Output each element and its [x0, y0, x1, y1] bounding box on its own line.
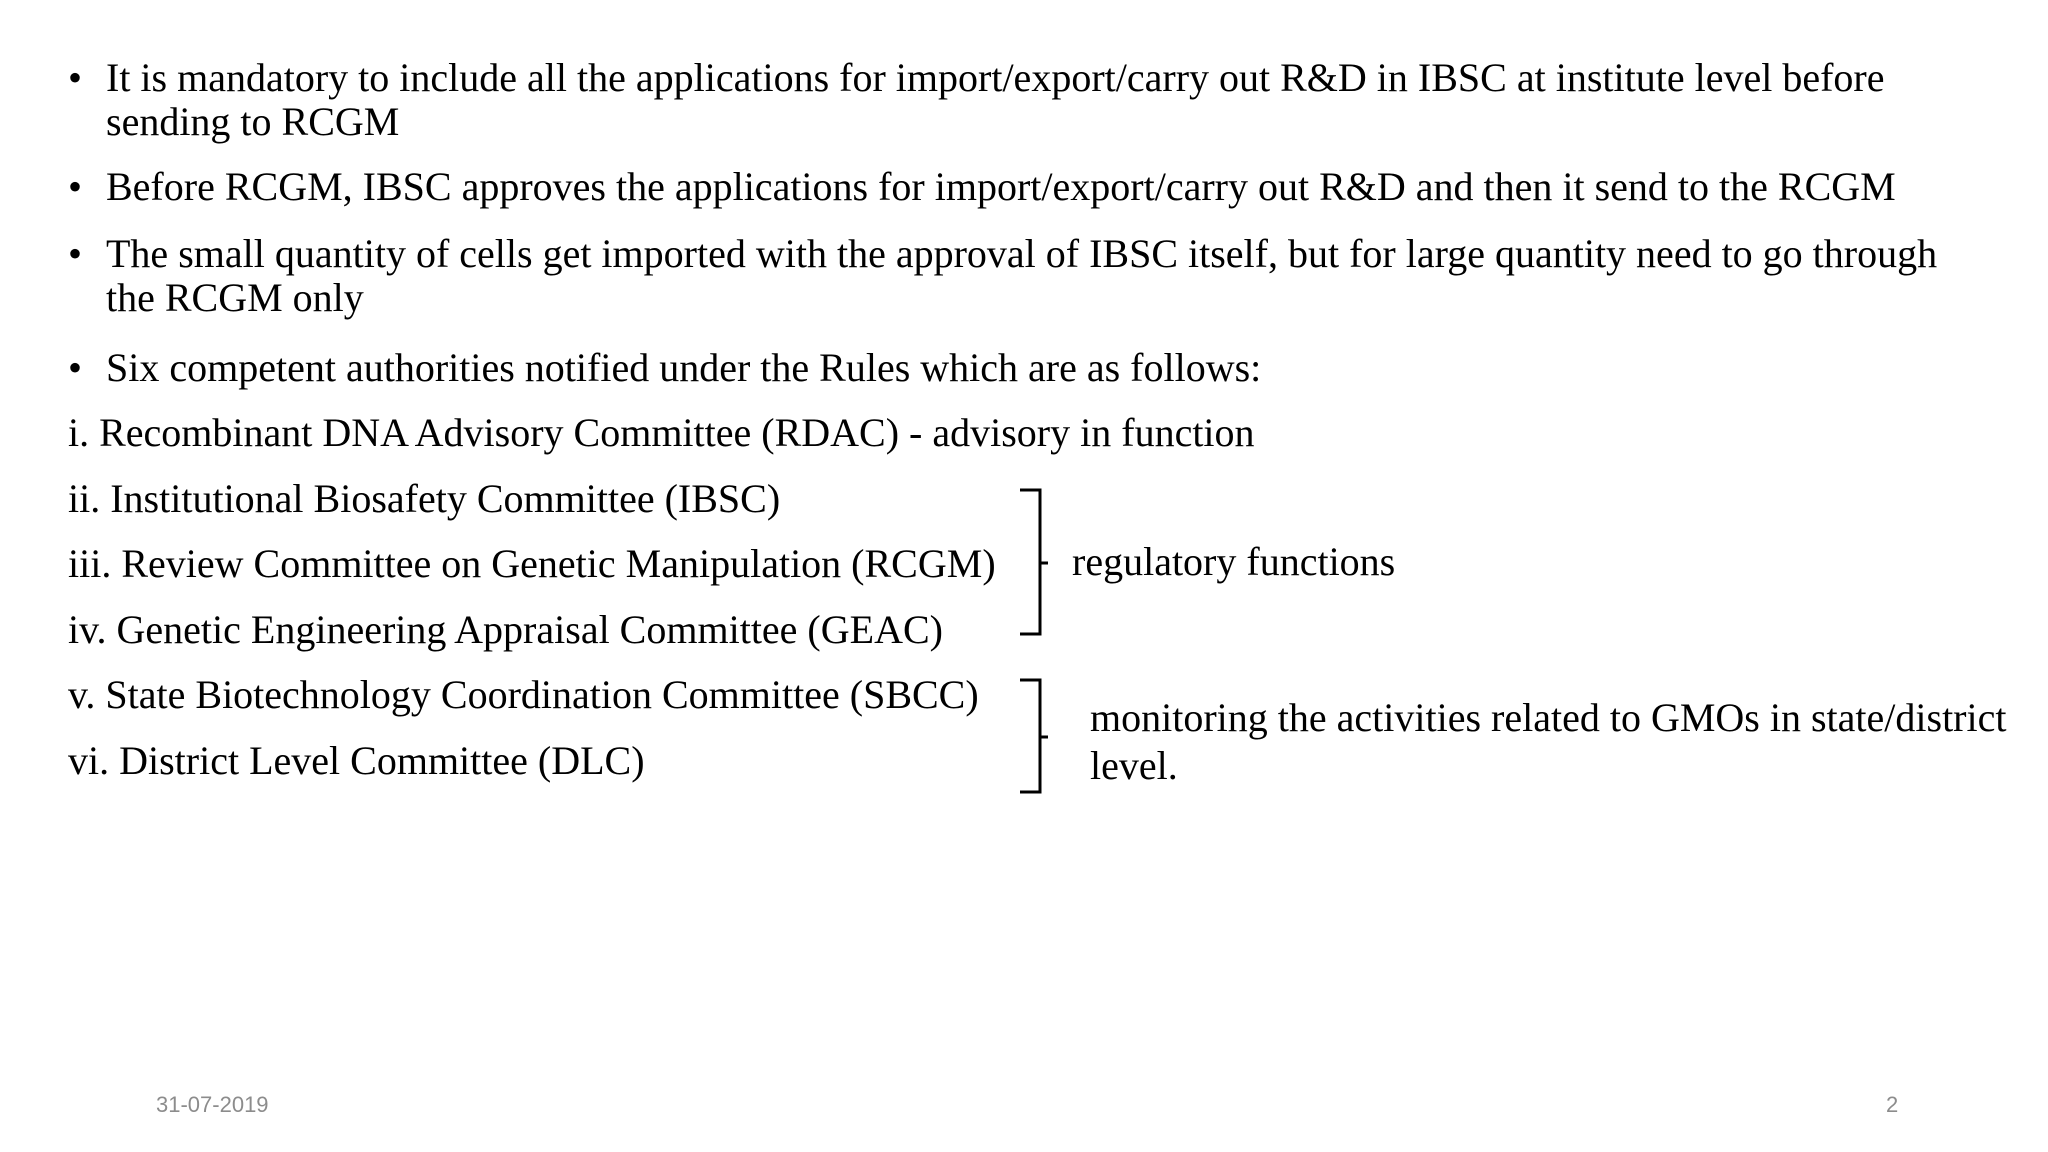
bullet-marker: •: [68, 231, 83, 276]
authority-rcgm: iii. Review Committee on Genetic Manipulation (RCGM): [68, 541, 996, 586]
monitoring-label-line1: monitoring the activities related to GMOs in state/district: [1090, 695, 2007, 740]
bullet-marker: •: [68, 345, 83, 390]
bullet-3-text: The small quantity of cells get imported with the approval of IBSC itself, but for large quantity need to go through the RCGM only: [106, 231, 1938, 320]
bullet-marker: •: [68, 164, 83, 209]
bullet-4-text: Six competent authorities notified under the Rules which are as follows:: [106, 345, 1262, 390]
bullet-marker: •: [68, 55, 83, 100]
monitoring-bracket: [1018, 678, 1048, 796]
authority-ibsc: ii. Institutional Biosafety Committee (IBSC): [68, 476, 781, 521]
monitoring-label-line2: level.: [1090, 743, 1178, 788]
regulatory-bracket: [1018, 488, 1048, 638]
authority-sbcc: v. State Biotechnology Coordination Committee (SBCC): [68, 672, 979, 717]
bullet-2-text: Before RCGM, IBSC approves the applications for import/export/carry out R&D and then it send to the RCGM: [106, 164, 1896, 209]
authority-rdac: i. Recombinant DNA Advisory Committee (RDAC) - advisory in function: [68, 410, 1255, 455]
footer-date: 31-07-2019: [156, 1092, 269, 1117]
authority-geac: iv. Genetic Engineering Appraisal Committee (GEAC): [68, 607, 943, 652]
bullet-1-text: It is mandatory to include all the applications for import/export/carry out R&D in IBSC at institute level before sending to RCGM: [106, 55, 1885, 144]
authority-dlc: vi. District Level Committee (DLC): [68, 738, 645, 783]
footer-page-number: 2: [1886, 1092, 1899, 1117]
regulatory-functions-label: regulatory functions: [1072, 539, 1396, 584]
